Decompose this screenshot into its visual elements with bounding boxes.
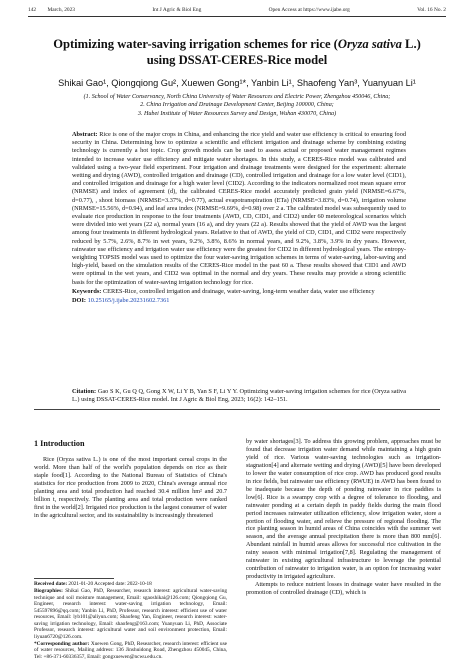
footnote-biographies: Biographies: Shikai Gao, PhD, Researcher, research interest: agricultural water-saving technique and soil moisture management, Email: sgaoshikai@126.com; Qiongqiong Gu, Engineer, research interest: water-saving irrigation technology, Email: 545597896@qq.com; Yanbin Li, PhD, Professor, research interest: efficient use of water resources, Email: lyb101@aliyun.com; Shaofeng Yan, Engineer, research interest: water-saving irrigation technology, Email: shaofeng@163.com; Yuanyuan Li, PhD, Associate Professor, research interest: agricultural water and soil environment protection, Email: liyuan6720@126.com.: [34, 588, 227, 640]
author-list: Shikai Gao¹, Qiongqiong Gu², Xuewen Gong¹*, Yanbin Li¹, Shaofeng Yan³, Yuanyuan Li¹: [58, 78, 416, 88]
right-column: [246, 438, 441, 597]
affiliation-3: 3. Hubei Institute of Water Resources Survey and Design, Wuhan 430070, China): [137, 110, 337, 117]
citation-block: Citation: Gao S K, Gu Q Q, Gong X W, Li Y B, Yan S F, Li Y Y. Optimizing water-saving irrigation schemes for rice (Oryza sativa L.) using DSSAT-CERES-Rice model. Int J Agric & Biol Eng, 2023; 16(2): 142–151.: [72, 388, 406, 404]
abstract-text: Abstract: Rice is one of the major crops in China, and enhancing the rice yield and water use efficiency is critical to ensuring food security in China. Determining how to optimize a scientific and efficient irrigation and drainage scheme by combining existing technology is currently a hot topic. Crop growth models can be used to assess actual or proposed water management regimes intended to increase water use efficiency and mitigate water shortages. In this study, a CERES-Rice model was calibrated and validated using a two-year field experiment. Four irrigation and drainage treatments were designed for the experiment: alternate wetting and drying (AWD), controlled irrigation and drainage (CD), controlled irrigation and drainage for a low water level (CID1), and controlled irrigation and drainage for a high water level (CID2). According to the indicators normalized root mean square error (NRMSE) and index of agreement (d), the calibrated CERES-Rice model accurately predicted grain yield (NRMSE=6.67%, d=0.77), , shoot biomass (NRMSE=3.37%, d=0.77), actual evapotranspiration (ETa) (NRMSE=3.83%, d=0.74), irrigation volume (NRMSE=15.56%, d=0.94), and leaf area index (NRMSE=9.69%, d=0.98) over 2 a. The calibrated model was subsequently used to evaluate rice production in response to the four treatments (AWD, CD, CID1, and CID2) under 60 meteorological scenarios which were divided into wet years (22 a), normal years (16 a), and dry years (22 a). Results showed that the yield of AWD was the largest among four treatments in different hydrological years. Relative to that of AWD, the yield of CD, CID1, and CID2 were respectively reduced by 5.7%, 2.6%, 8.7% in wet years, 9.2%, 3.8%, 8.6% in normal years, and 9.2%, 3.8%, 3.9% in dry years. However, rainwater use efficiency and irrigation water use efficiency were the greatest for CID2 in different hydrological years. The entropy-weighting TOPSIS model was used to optimize the four water-saving irrigation schemes in terms of water-saving, labor-saving and high-yield, based on the simulation results of the CERES-Rice model in the past 60 a. These results showed that CID1 and AWD were optimal in the wet years, and CID2 was optimal in the normal and dry years. These results may provide a strong scientific basis for the optimization of water-saving irrigation technology for rice.: [72, 131, 406, 286]
doi-line: DOI: 10.25165/j.ijabe.20231602.7361: [72, 297, 170, 305]
intro-paragraph-1: Rice (Oryza sativa L.) is one of the most important cereal crops in the world. More than half of the world's population depends on rice as their staple food[1]. According to the National Bureau of Statistics of China's statistics for rice production from 2009 to 2020, China's average annual rice planting area and total production had reached 30.4 million hm² and 20.7 billion t, respectively. The planting area and total production were ranked first in the world[2]. Irrigated rice production is the largest consumer of water in the agricultural sector, and its sustainability is increasingly threatened: [34, 455, 227, 519]
volume-info: Vol. 16 No. 2: [417, 7, 446, 13]
footnotes: [34, 581, 227, 661]
footnote-rule: [34, 578, 114, 579]
affiliations: [36, 93, 438, 118]
issue-date: March, 2023: [47, 7, 75, 13]
citation-rule: [34, 409, 440, 410]
footnote-corresponding-author: *Corresponding author: Xuewen Gong, PhD, Researcher, research interest: efficient use of water resources, Mailing address: 136 Jinshuidong Road, Zhengzhou 450045, China, Tel: +86-371-60336357, Email: gongxuewen@ncwu.edu.cn.: [34, 640, 227, 660]
abstract-block: [72, 131, 406, 305]
footnote-dates: Received date: 2021-01-20 Accepted date: 2022-10-18: [34, 581, 152, 587]
intro-paragraph-3: Attempts to reduce nutrient losses in drainage water have resulted in the promotion of controlled drainage (CD), which is: [246, 581, 441, 597]
header-rule: [28, 16, 446, 17]
journal-name: Int J Agric & Biol Eng: [152, 7, 202, 13]
open-access-note: Open Access at https://www.ijabe.org: [268, 7, 350, 13]
doi-link[interactable]: 10.25165/j.ijabe.20231602.7361: [87, 297, 170, 305]
paper-title: Optimizing water-saving irrigation schemes for rice (Oryza sativa L.) using DSSAT-CERES-Rice model: [53, 37, 421, 67]
affiliation-2: 2. China Irrigation and Drainage Development Center, Beijing 100000, China;: [140, 102, 334, 109]
left-column: [34, 438, 227, 520]
running-head: [28, 7, 446, 13]
affiliation-1: (1. School of Water Conservancy, North China University of Water Resources and Electric Power, Zhengzhou 450046, China;: [83, 94, 391, 100]
page-number: 142: [28, 7, 37, 13]
intro-paragraph-2: by water shortages[3]. To address this growing problem, approaches must be found that decrease irrigation water demand while maintaining a high grain yield of rice. Various water-saving technologies such as irrigation-stagnation[4] and alternate wetting and drying (AWD)[5] have been developed to lower the water consumption of rice crop. AWD has produced good results in rice fields, but rainwater use efficiency (RWUE) in AWD has been found to be inadequate because the depth of ponding rainwater in rice paddies is low[6]. Rice is a swampy crop with a degree of tolerance to flooding, and rainwater ponding at a certain depth in paddy fields during the main flood period increases rainwater utilization efficiency, slow irrigation water, store a portion of flooding water, and relieve the pressure of regional flooding. The rice planting season in humid areas of China coincides with the summer wet season, and the average annual precipitation there is more than 800 mm[6]. Abundant rainfall in humid areas allows for successful rice cultivation in the rainy season with minimal irrigation[7,8]. Regulating the management of rainwater in existing agricultural infrastructure to leverage the potential contribution of rainwater to irrigation water, is an option for increasing water productivity in irrigated agriculture.: [246, 438, 441, 581]
keywords: Keywords: CERES-Rice, controlled irrigation and drainage, water-saving, long-term weather data, water use efficiency: [72, 287, 375, 295]
section-heading: 1 Introduction: [34, 439, 85, 448]
species-name: Oryza sativa: [337, 37, 402, 51]
